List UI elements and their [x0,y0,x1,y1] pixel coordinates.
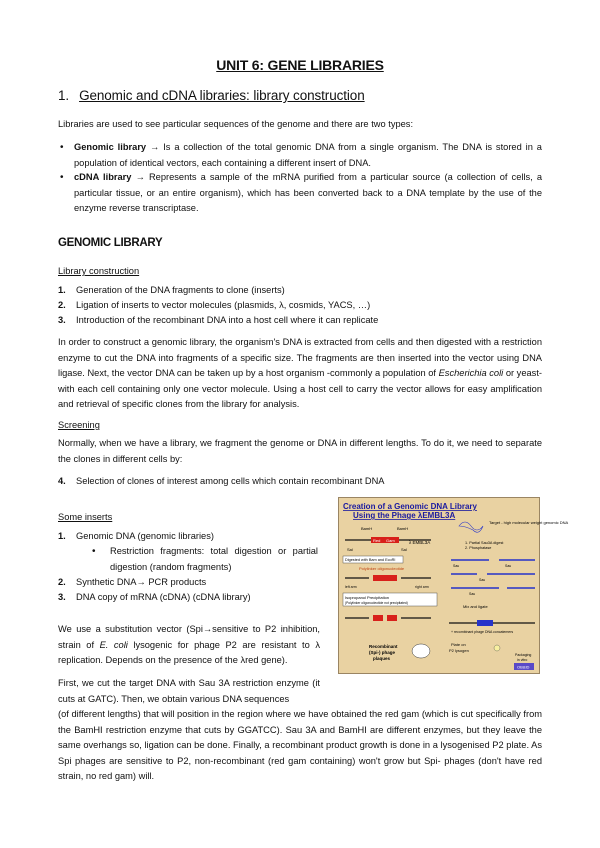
step-number: 3. [58,315,66,325]
bullet-icon: • [60,172,64,183]
mix-label: Mix and ligate [463,604,488,609]
sau-fragments [451,560,535,596]
site-label: BamH [361,526,373,531]
plate-icon [412,644,430,658]
term: Genomic library [74,142,147,152]
arm-label: left arm [345,585,357,589]
construction-step [58,283,542,299]
text: lysogenic for phage P2 are resistant to λ replication. Depends on the presence of the λred gene). [58,639,320,665]
species-name: E. coli [99,639,128,650]
construction-step [58,313,542,329]
concatemer-label: + recombinant phage DNA concatemers [451,630,514,634]
item-text: DNA copy of mRNA (cDNA) (cDNA library) [76,592,251,602]
construction-step [58,298,542,314]
screening-paragraph: Normally, when we have a library, we fragment the genome or DNA in different lengths. To do it, we need to separate the clones in different cells by: [58,438,542,464]
site-label: Sal [347,547,353,552]
arrow: → [135,172,145,182]
precipitation-label: Isopropanol Precipitation [345,595,390,600]
method-paragraph-cont: (of different lengths) that will position in the region where we have obtained the red gam (which is cut specifically from the BamHI restriction enzyme that cuts by GGATCC). Sau 3A and BamHI are different enzymes, but they leave the same overhangs so, ligation can be done. Finally, a recombinant product growth is done in a lysogenised P2 plate. As Spi phages are sensitive to P2, non-recombinant (red gam containing) won't grow but Spi- phages (don't have red strain, no red gam) will. [58,709,542,781]
item-number: 1. [58,531,66,541]
fragment [373,615,383,621]
insert-item [58,575,318,591]
genomic-library-heading: GENOMIC LIBRARY [58,237,163,249]
step-text: Introduction of the recombinant DNA into a host cell where it can replicate [76,315,379,325]
step-number: 2. [58,300,66,310]
some-inserts-label: Some inserts [58,512,113,522]
vector-label: λ EMBL3A [409,540,431,545]
polylinker-fragment [373,575,397,581]
packaging-label: Packaging [515,653,532,657]
figure-diagram [339,498,569,673]
insert-subitem [58,544,318,575]
item-number: 3. [58,592,66,602]
target-coil [459,522,483,532]
library-construction-label: Library construction [58,266,140,276]
method-paragraph-start: First, we cut the target DNA with Sau 3A restriction enzyme (it cuts at GATC). Then, we obtain various DNA sequences [58,678,320,704]
arm-label: right arm [415,585,429,589]
bullet-icon: • [60,142,64,153]
step-number: 1. [58,285,66,295]
insert-block [477,620,493,626]
insert-item [58,590,318,606]
spi-label: (Spi-) phage [369,650,395,655]
plaques-label: plaques [373,656,391,661]
step-text: Selection of clones of interest among cells which contain recombinant DNA [76,476,385,486]
sau-label: Sau [479,578,486,582]
figure-subtitle: Using the Phage λEMBL3A [353,511,456,520]
bullet-genomic-library [58,140,542,171]
bullet-cdna-library [58,170,542,217]
item-text: Restriction fragments: total digestion or partial digestion (random fragments) [110,546,318,572]
target-dna [459,520,568,550]
in-vitro-label: in vitro [517,658,528,662]
construction-paragraph [58,335,542,413]
sau-label: Sau [469,592,476,596]
recombinant-label: Recombinant [369,644,398,649]
sau-label: Sau [453,564,460,568]
step-number: 4. [58,476,66,486]
definition: Is a collection of the total genomic DNA from a single organism. The DNA is stored in a population of identical vectors, each containing a different insert of DNA. [74,142,542,168]
item-text: Genomic DNA (genomic libraries) [76,531,214,541]
step-text: Generation of the DNA fragments to clone (inserts) [76,285,285,295]
intro-paragraph: Libraries are used to see particular sequences of the genome and there are two types: [58,119,414,129]
section-heading [58,88,365,104]
site-label: Sal [401,547,407,552]
item-text: Synthetic DNA→ PCR products [76,577,207,587]
fragment [387,615,397,621]
screening-step [58,474,542,490]
gam-label: Gam [386,538,395,543]
definition: Represents a sample of the mRNA purified from a particular source (a collection of cells, a particular tissue, or an entire organism), which has been converted back to a DNA template by the use of the enzyme reverse transcriptase. [74,172,542,213]
sau-label: Sau [505,564,512,568]
screening-label: Screening [58,420,100,430]
text: In order to construct a genomic library, the organism's DNA is extracted from cells and then digested with a restriction enzyme to cut the DNA into fragments of a specific size. The fragments are then inserted into the vector using DNA ligase. Next, the vector DNA can be taken up by a host organism -commonly a population of [58,337,542,378]
target-label: Target - high molecular weight genomic DNA [489,520,569,525]
site-label: BamH [397,526,409,531]
arrow: → [150,142,160,152]
vector-map [345,526,431,552]
polylinker-label: Polylinker oligonucleotide [359,566,405,571]
phage-icon [494,645,500,651]
fragments [345,566,431,589]
section-number: 1. [58,88,70,103]
text: We use a substitution vector (Spi→sensitive to P2 inhibition, strain of [58,624,320,650]
red-label: Red [373,538,381,543]
precipitation-note: (Polylinker oligonucleotide not precipitated) [345,601,408,605]
text: or yeast- with each cell containing only one vector molecule. Using a host cell to carry the vector allows for easy amplification and retrieval of specific clones from the library for analysis. [58,368,542,409]
source-label: OB&ID [517,664,530,670]
figure-title: Creation of a Genomic DNA Library [343,502,477,511]
genomic-library-figure [338,497,569,674]
lysogen-label: P2 lysogen [449,648,469,653]
item-number: 2. [58,577,66,587]
section-title: Genomic and cDNA libraries: library construction [79,88,365,103]
term: cDNA library [74,172,132,182]
vector-paragraph [58,622,320,669]
bullet-icon: • [92,546,96,557]
digest-label: Digested with Bam and EcoRI [345,558,396,562]
plate-label: Plate on [451,642,466,647]
step-text: Ligation of inserts to vector molecules (plasmids, λ, cosmids, YACS, …) [76,300,371,310]
partial-label: 1. Partial Sau3A digest [465,541,504,545]
species-name: Escherichia coli [438,368,504,378]
phosphatase-label: 2. Phosphatase [465,546,492,550]
insert-item [58,529,318,545]
page-title: UNIT 6: GENE LIBRARIES [216,57,384,73]
